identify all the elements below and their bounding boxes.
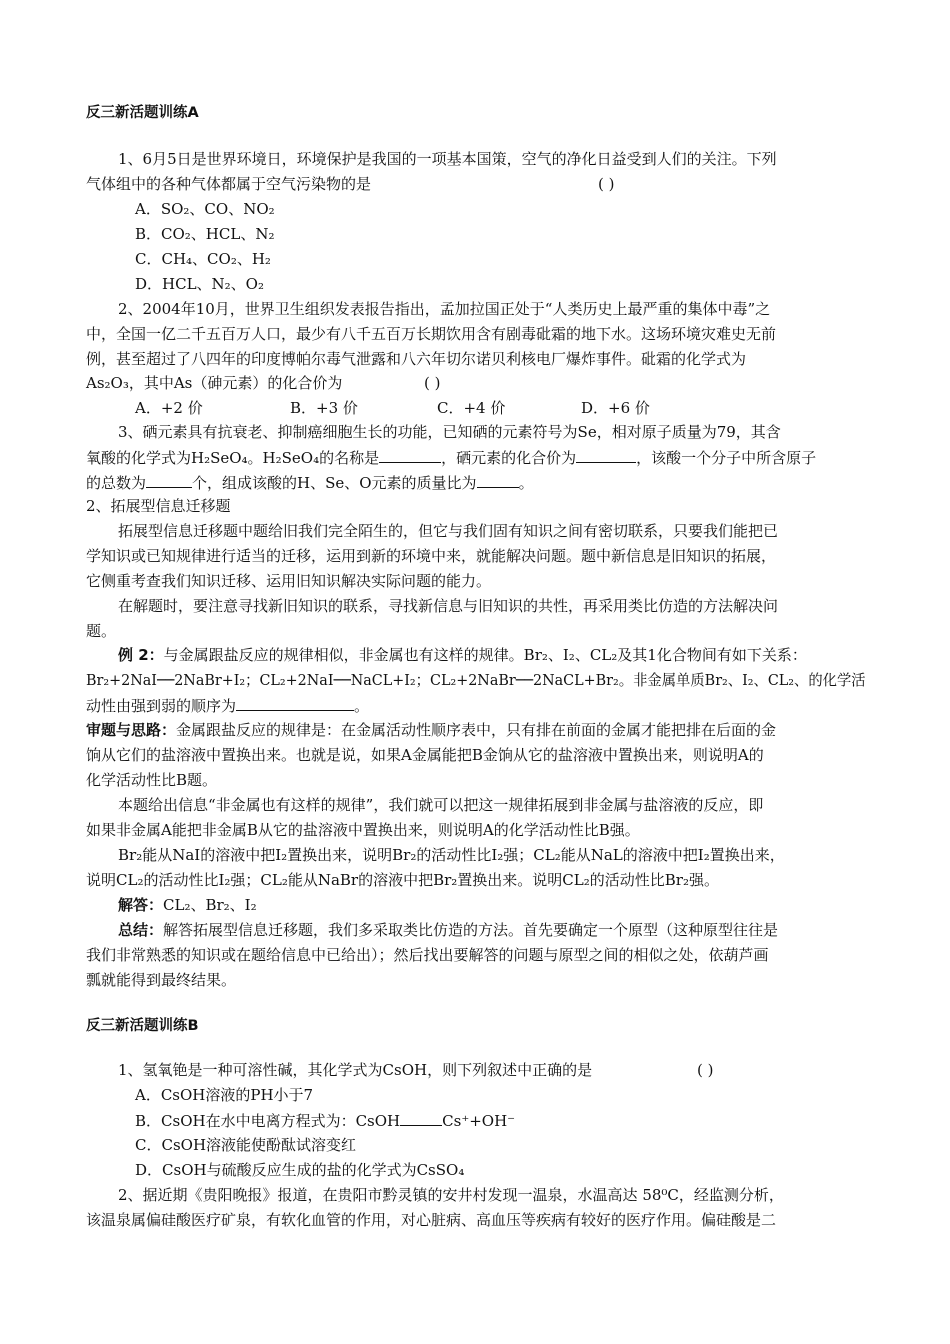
- analysis-line3: 化学活动性比B题。: [86, 771, 218, 789]
- a-q1-line2: 气体组中的各种气体都属于空气污染物的是: [86, 175, 372, 193]
- sub2-p1-line3: 它侧重考查我们知识迁移、运用旧知识解决实际问题的能力。: [86, 572, 492, 590]
- a-q3-line2-part2: ，硒元素的化合价为: [441, 449, 577, 467]
- b-q1-option-c: C．CsOH溶液能使酚酞试溶变红: [135, 1136, 357, 1154]
- a-q3-line3-part3: 。: [518, 474, 534, 492]
- analysis-p3-line1: Br₂能从NaI的溶液中把I₂置换出来，说明Br₂的活动性比I₂强；CL₂能从NaL的溶液中把I₂置换出来，: [118, 846, 785, 864]
- example2-blank-order[interactable]: [236, 695, 354, 711]
- analysis-p2-line1: 本题给出信息“非金属也有这样的规律”，我们就可以把这一规律拓展到非金属与盐溶液的反应，即: [118, 796, 764, 814]
- b-q1-option-a: A．CsOH溶液的PH小于7: [135, 1086, 314, 1104]
- a-q1-option-d: D．HCL、N₂、O₂: [135, 275, 264, 293]
- answer-text: CL₂、Br₂、I₂: [163, 896, 257, 914]
- summary-text1: 解答拓展型信息迁移题，我们多采取类比仿造的方法。首先要确定一个原型（这种原型往往是: [163, 921, 779, 939]
- a-q1-option-b: B．CO₂、HCL、N₂: [135, 225, 275, 243]
- b-q1-line1: 1、氢氧铯是一种可溶性碱，其化学式为CsOH，则下列叙述中正确的是: [118, 1061, 593, 1079]
- b-q2-line2: 该温泉属偏硅酸医疗矿泉，有软化血管的作用，对心脏病、高血压等疾病有较好的医疗作用。偏硅酸是二: [86, 1211, 777, 1229]
- answer-line: [118, 895, 257, 915]
- a-q3-line2: [86, 447, 816, 468]
- b-q1-answer-paren: ( ): [697, 1061, 714, 1079]
- analysis-text1: 金属跟盐反应的规律是：在金属活动性顺序表中，只有排在前面的金属才能把排在后面的金: [176, 721, 777, 739]
- analysis-p2-line2: 如果非金属A能把非金属B从它的盐溶液中置换出来，则说明A的化学活动性比B强。: [86, 821, 640, 839]
- summary-label: 总结：: [118, 921, 164, 939]
- a-q1-option-c: C．CH₄、CO₂、H₂: [135, 250, 271, 268]
- example2-line3: [86, 695, 369, 716]
- section-b-title: 反三新活题训练B: [86, 1018, 199, 1034]
- analysis-label: 审题与思路：: [86, 721, 177, 739]
- a-q3-blank-atoms[interactable]: [146, 472, 192, 488]
- a-q2-option-c: C．+4 价: [437, 399, 506, 417]
- answer-label: 解答：: [118, 896, 164, 914]
- a-q2-option-b: B．+3 价: [290, 399, 358, 417]
- b-q1-option-b-part1: B．CsOH在水中电离方程式为：CsOH: [135, 1112, 401, 1130]
- summary-line1: [118, 920, 778, 940]
- a-q2-line1: 2、2004年10月，世界卫生组织发表报告指出，孟加拉国正处于“人类历史上最严重的集体中毒”之: [118, 300, 771, 318]
- b-q1-equation-arrow: [400, 1110, 442, 1126]
- a-q2-option-d: D．+6 价: [581, 399, 650, 417]
- example2-label: 例 2：: [118, 646, 164, 664]
- example2-text1: 与金属跟盐反应的规律相似，非金属也有这样的规律。Br₂、I₂、CL₂及其1化合物间有如下关系：: [163, 646, 807, 664]
- a-q1-line1: 1、6月5日是世界环境日，环境保护是我国的一项基本国策，空气的净化日益受到人们的关注。下列: [118, 150, 777, 168]
- subsection-2-title: 2、拓展型信息迁移题: [86, 497, 231, 515]
- a-q3-line3-part1: 的总数为: [86, 474, 147, 492]
- analysis-line2: 饷从它们的盐溶液中置换出来。也就是说，如果A金属能把B金饷从它的盐溶液中置换出来，则说明A的: [86, 746, 764, 764]
- analysis-p3-line2: 说明CL₂的活动性比I₂强；CL₂能从NaBr的溶液中把Br₂置换出来。说明CL₂的活动性比Br₂强。: [86, 871, 719, 889]
- a-q3-line2-part3: ，该酸一个分子中所含原子: [636, 449, 817, 467]
- a-q3-blank-name[interactable]: [379, 447, 441, 463]
- a-q1-option-a: A．SO₂、CO、NO₂: [135, 200, 275, 218]
- b-q1-option-b: [135, 1110, 515, 1131]
- sub2-p2-line1: 在解题时，要注意寻找新旧知识的联系，寻找新信息与旧知识的共性，再采用类比仿造的方法解决问: [118, 597, 779, 615]
- a-q2-line3: 例，甚至超过了八四年的印度博帕尔毒气泄露和八六年切尔诺贝利核电厂爆炸事件。砒霜的化学式为: [86, 350, 747, 368]
- example2-line1: [118, 645, 807, 665]
- a-q2-line2: 中，全国一亿二千五百万人口，最少有八千五百万长期饮用含有剧毒砒霜的地下水。这场环境灾难史无前: [86, 325, 777, 343]
- example2-line2: Br₂+2NaI──2NaBr+I₂；CL₂+2NaI──NaCL+I₂；CL₂+2NaBr──2NaCL+Br₂。非金属单质Br₂、I₂、CL₂、的化学活: [86, 671, 866, 689]
- a-q3-line2-part1: 氧酸的化学式为H₂SeO₄。H₂SeO₄的名称是: [86, 449, 380, 467]
- a-q1-answer-paren: ( ): [598, 175, 615, 193]
- summary-line2: 我们非常熟悉的知识或在题给信息中已给出）；然后找出要解答的问题与原型之间的相似之处，依葫芦画: [86, 946, 769, 964]
- section-a-title: 反三新活题训练A: [86, 105, 199, 121]
- b-q1-option-d: D．CsOH与硫酸反应生成的盐的化学式为CsSO₄: [135, 1161, 465, 1179]
- example2-text3-end: 。: [354, 697, 370, 715]
- b-q2-line1: 2、据近期《贵阳晚报》报道，在贵阳市黔灵镇的安井村发现一温泉，水温高达 58⁰C，经监测分析，: [118, 1186, 784, 1204]
- analysis-line1: [86, 720, 776, 740]
- sub2-p2-line2: 题。: [86, 622, 117, 640]
- a-q2-line4: As₂O₃，其中As（砷元素）的化合价为: [86, 374, 343, 392]
- a-q3-line3-part2: 个，组成该酸的H、Se、O元素的质量比为: [192, 474, 477, 492]
- a-q3-blank-valence[interactable]: [576, 447, 636, 463]
- b-q1-option-b-part2: Cs⁺+OH⁻: [442, 1112, 516, 1130]
- a-q3-blank-ratio[interactable]: [477, 472, 519, 488]
- a-q2-answer-paren: ( ): [424, 374, 441, 392]
- a-q3-line3: [86, 472, 534, 493]
- a-q3-line1: 3、硒元素具有抗衰老、抑制癌细胞生长的功能，已知硒的元素符号为Se，相对原子质量为79，其含: [118, 423, 781, 441]
- example2-text3: 动性由强到弱的顺序为: [86, 697, 237, 715]
- sub2-p1-line2: 学知识或已知规律进行适当的迁移，运用到新的环境中来，就能解决问题。题中新信息是旧知识的拓展，: [86, 547, 777, 565]
- sub2-p1-line1: 拓展型信息迁移题中题给旧我们完全陌生的，但它与我们固有知识之间有密切联系，只要我们能把已: [118, 522, 779, 540]
- a-q2-option-a: A．+2 价: [135, 399, 203, 417]
- summary-line3: 瓢就能得到最终结果。: [86, 971, 237, 989]
